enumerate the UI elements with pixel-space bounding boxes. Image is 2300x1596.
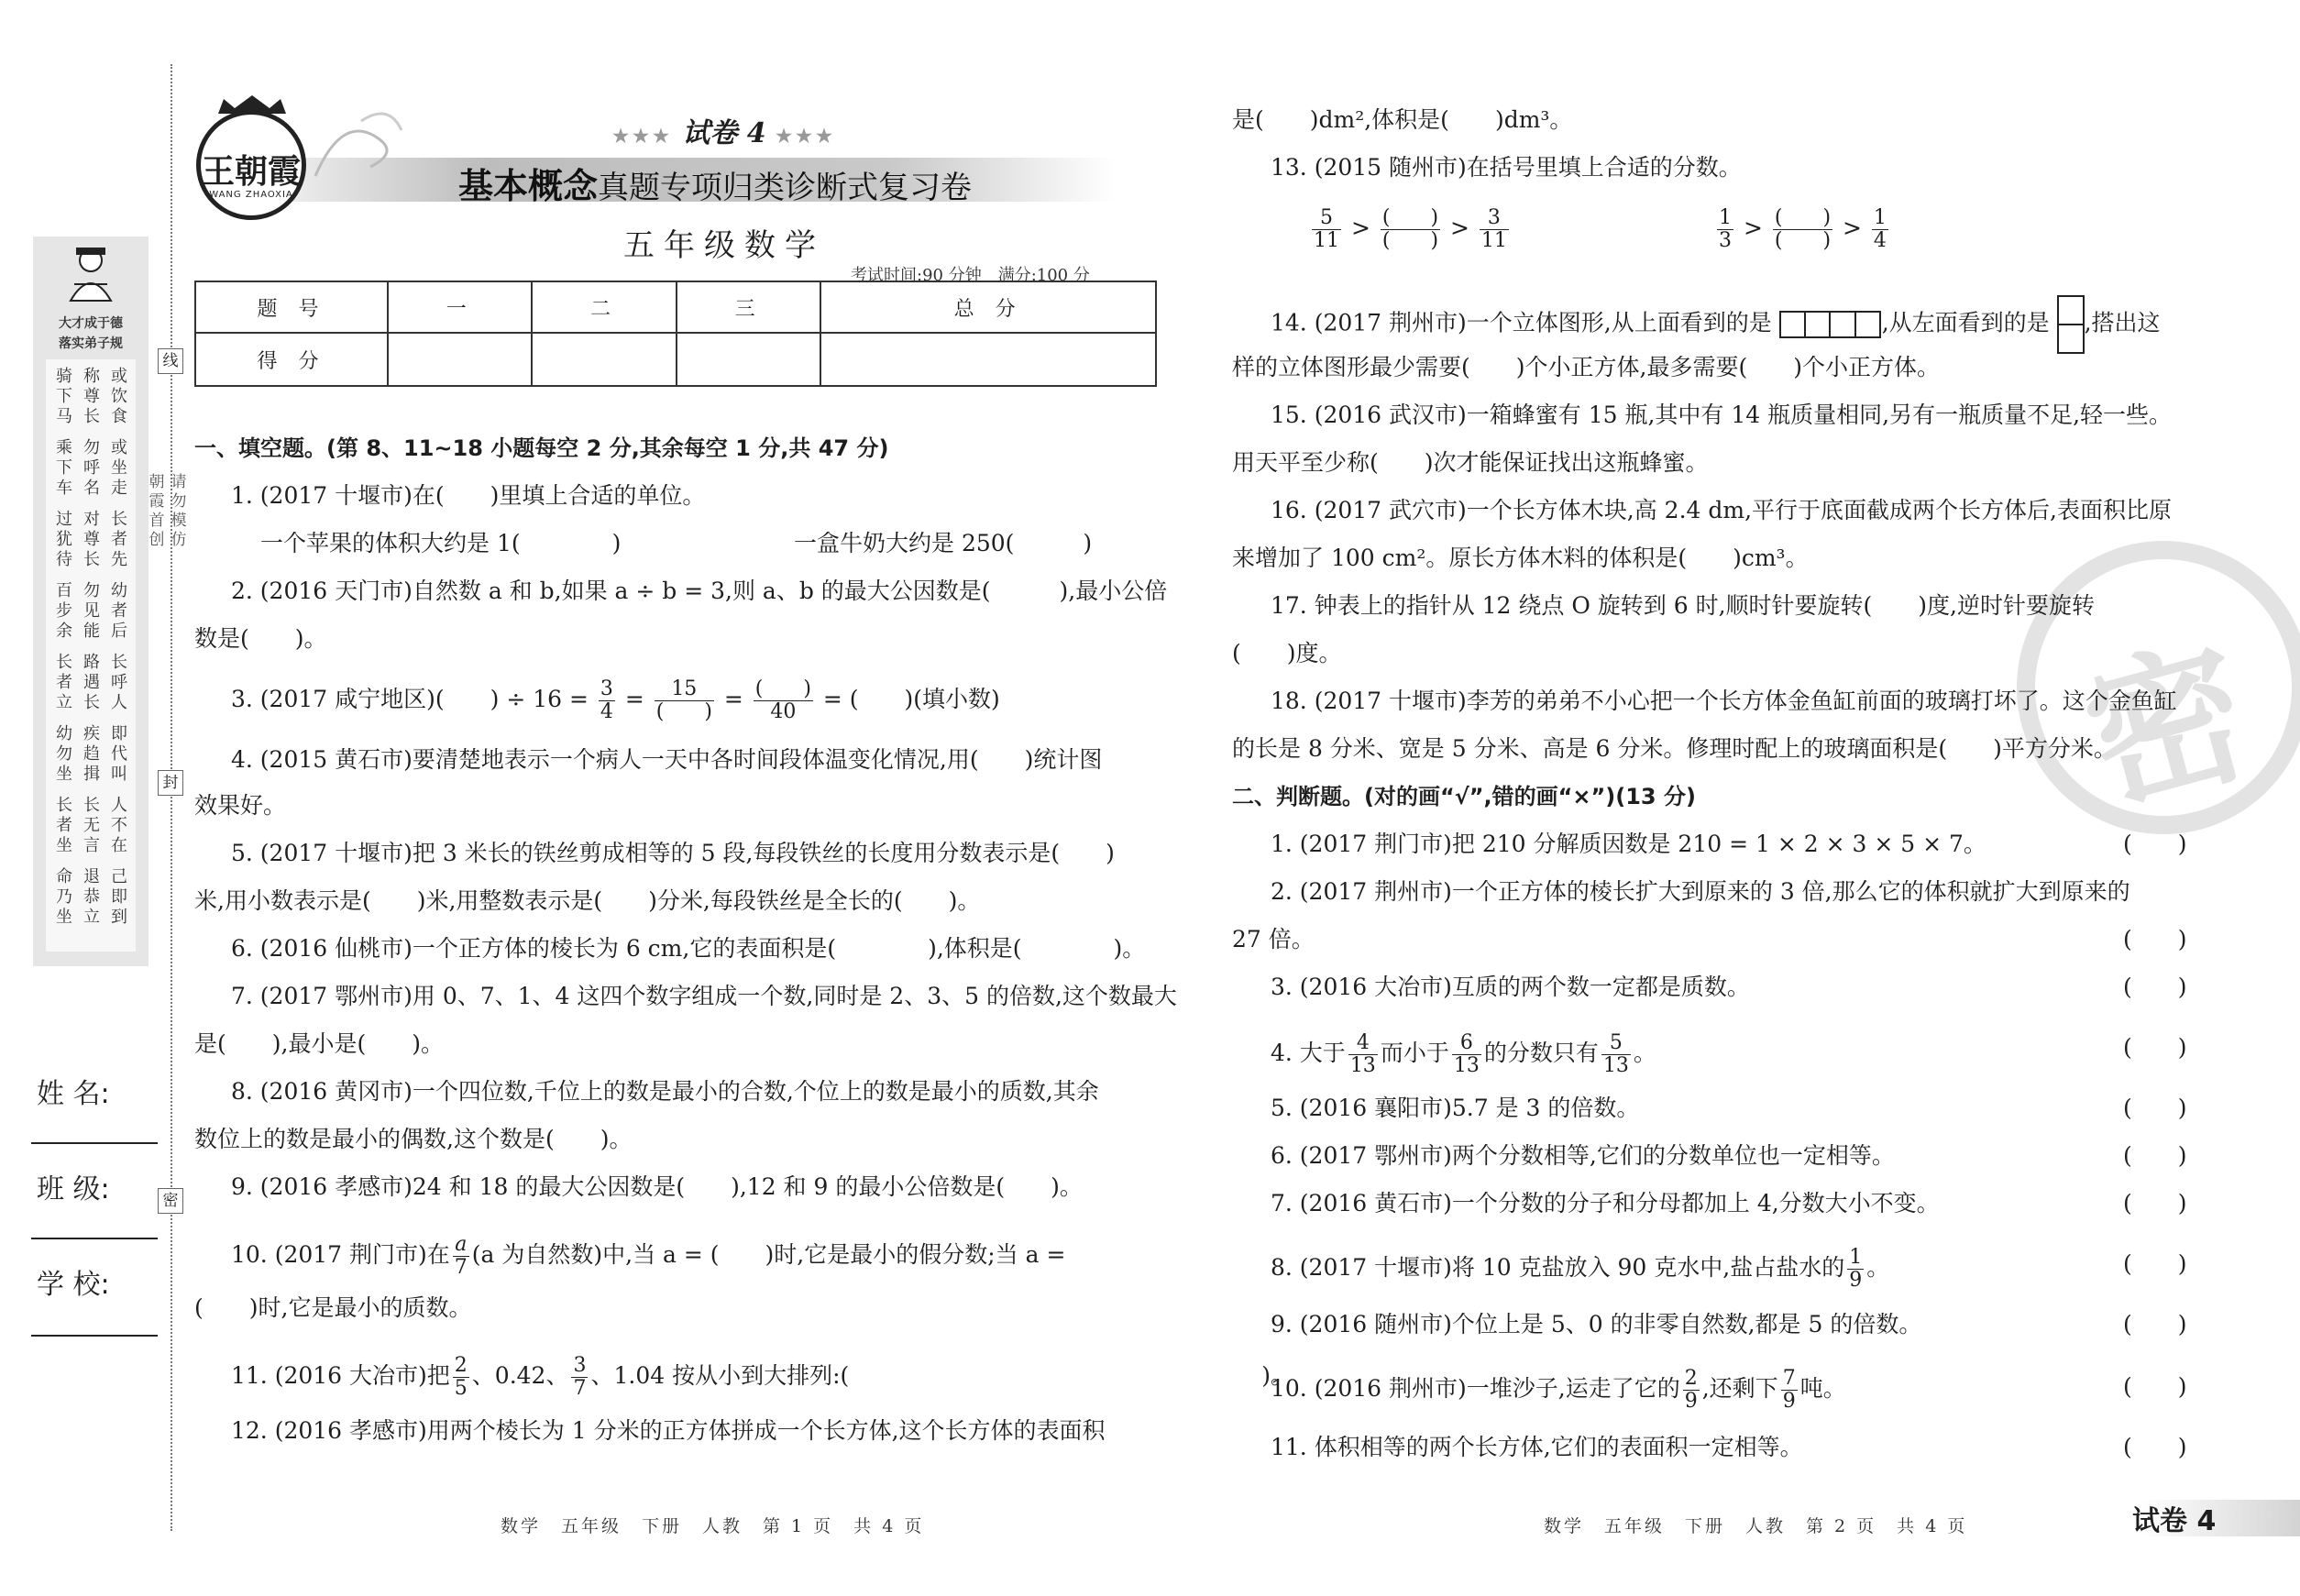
exam-number-text: 试卷 4	[682, 117, 766, 149]
question-1: 1. (2017 十堰市)在( )里填上合适的单位。	[231, 482, 706, 509]
score-header-cell: 三	[677, 281, 820, 333]
judgment-11: 11. 体积相等的两个长方体,它们的表面积一定相等。	[1271, 1434, 1803, 1460]
score-header-cell: 二	[532, 281, 676, 333]
question-15-cont: 用天平至少称( )次才能保证找出这瓶蜂蜜。	[1232, 449, 1709, 476]
rule-phrase: 或 饮 食	[111, 367, 127, 426]
answer-box[interactable]: ( )	[2123, 926, 2187, 952]
question-8: 8. (2016 黄冈市)一个四位数,千位上的数是最小的合数,个位上的数是最小的质数,其余	[231, 1078, 1099, 1105]
answer-box[interactable]: ( )	[2123, 1095, 2187, 1121]
rule-phrase: 幼 勿 坐	[56, 724, 72, 784]
question-10: 10. (2017 荆门市)在 $\frac{a}{7}$ (a 为自然数)中,当 a = ( )时,它是最小的假分数;当 a =	[231, 1233, 1066, 1279]
question-13-b: $\frac{1}{3}$ > $\frac{( )}{( )}$ > $\frac{1}{4}$	[1719, 206, 1887, 252]
class-label: 班 级:	[37, 1173, 110, 1205]
motto-line-2: 落实弟子规	[59, 336, 123, 351]
section-1-heading: 一、填空题。(第 8、11~18 小题每空 2 分,其余每空 1 分,共 47 分)	[194, 435, 889, 461]
score-row-label: 得 分	[195, 333, 388, 386]
score-header-cell: 题 号	[195, 281, 388, 333]
judgment-7: 7. (2016 黄石市)一个分数的分子和分母都加上 4,分数大小不变。	[1271, 1190, 1940, 1216]
answer-box[interactable]: ( )	[2123, 831, 2187, 857]
judgment-6: 6. (2017 鄂州市)两个分数相等,它们的分数单位也一定相等。	[1271, 1142, 1895, 1169]
rule-phrase: 勿 呼 名	[83, 438, 100, 498]
exam-number	[0, 110, 1448, 150]
judgment-8: 8. (2017 十堰市)将 10 克盐放入 90 克水中,盐占盐水的 $\frac{1}{9}$ 。	[1271, 1246, 1890, 1292]
corner-exam-label: 试卷 4	[2132, 1505, 2217, 1537]
question-2-cont: 数是( )。	[194, 625, 327, 652]
school-line[interactable]	[31, 1335, 158, 1337]
rule-phrase: 即 代 叫	[111, 724, 127, 784]
question-1-b: 一盒牛奶大约是 250( )	[794, 530, 1093, 556]
judgment-2: 2. (2017 荆州市)一个正方体的棱长扩大到原来的 3 倍,那么它的体积就扩大到原来的	[1271, 878, 2130, 905]
top-view-icon	[1779, 311, 1882, 338]
question-13-a: $\frac{5}{11}$ > $\frac{( )}{( )}$ > $\frac{3}{11}$	[1314, 206, 1507, 252]
rule-phrase: 路 遇 长	[83, 653, 100, 712]
rule-phrase: 骑 下 马	[56, 367, 72, 426]
fraction-blank[interactable]: $\frac{( )}{( )}$	[1774, 206, 1832, 252]
cut-word-secret: 密	[158, 1188, 183, 1214]
answer-box[interactable]: ( )	[2123, 1373, 2187, 1400]
judgment-3: 3. (2016 大冶市)互质的两个数一定都是质数。	[1271, 974, 1750, 1000]
logo-brand-text: 王朝霞	[201, 152, 301, 191]
rule-phrase: 己 即 到	[111, 867, 127, 927]
rules-text	[46, 367, 136, 953]
fraction-blank[interactable]: $\frac{( )}{40}$	[754, 677, 811, 723]
fraction-blank[interactable]: $\frac{( )}{( )}$	[1381, 206, 1439, 252]
question-6: 6. (2016 仙桃市)一个正方体的棱长为 6 cm,它的表面积是( ),体积是( )。	[231, 935, 1146, 962]
question-11: 11. (2016 大冶市)把 $\frac{2}{5}$ 、0.42、 $\frac{3}{7}$ 、1.04 按从小到大排列:( )。	[231, 1354, 1294, 1400]
exam-info: 考试时间:90 分钟 满分:100 分	[851, 266, 1090, 285]
logo-pinyin: WANG ZHAOXIA	[209, 190, 293, 200]
question-16-cont: 来增加了 100 cm²。原长方体木料的体积是( )cm³。	[1232, 545, 1809, 571]
question-17: 17. 钟表上的指针从 12 绕点 O 旋转到 6 时,顺时针要旋转( )度,逆时针要旋转	[1271, 592, 2096, 619]
judgment-4: 4. 大于 $\frac{4}{13}$ 而小于 $\frac{6}{13}$ 的分数只有 $\frac{5}{13}$ 。	[1271, 1031, 1656, 1077]
question-7: 7. (2017 鄂州市)用 0、7、1、4 这四个数字组成一个数,同时是 2、3、5 的倍数,这个数最大	[231, 983, 1177, 1009]
rule-phrase: 长 呼 人	[111, 653, 127, 712]
rule-phrase: 长 者 先	[111, 510, 127, 569]
side-note-column: 请 勿 模 仿	[171, 473, 187, 549]
judgment-2-cont: 27 倍。	[1232, 926, 1315, 952]
rule-phrase: 幼 者 后	[111, 581, 127, 641]
fraction-blank[interactable]: $\frac{15}{( )}$	[655, 677, 712, 723]
question-5-cont: 米,用小数表示是( )米,用整数表示是( )分米,每段铁丝是全长的( )。	[194, 887, 981, 914]
rule-phrase: 乘 下 车	[56, 438, 72, 498]
question-10-cont: ( )时,它是最小的质数。	[194, 1294, 472, 1321]
rule-phrase: 勿 见 能	[83, 581, 100, 641]
class-line[interactable]	[31, 1238, 158, 1239]
question-18: 18. (2017 十堰市)李芳的弟弟不小心把一个长方体金鱼缸前面的玻璃打坏了。这个金鱼缸	[1271, 688, 2177, 714]
score-cell[interactable]	[820, 333, 1156, 386]
question-3: 3. (2017 咸宁地区)( ) ÷ 16 = $\frac{3}{4}$ = $\frac{15}{( )}$ = $\frac{( )}{40}$ = ( )(填小数)	[231, 677, 1000, 723]
answer-box[interactable]: ( )	[2123, 974, 2187, 1000]
judgment-9: 9. (2016 随州市)个位上是 5、0 的非零自然数,都是 5 的倍数。	[1271, 1311, 1922, 1337]
fraction: $\frac{3}{4}$	[600, 677, 613, 723]
score-header-cell: 总 分	[820, 281, 1156, 333]
fraction: $\frac{2}{5}$	[454, 1354, 468, 1400]
rule-phrase: 百 步 余	[56, 581, 72, 641]
score-header-cell: 一	[388, 281, 532, 333]
cut-word-line: 线	[158, 348, 183, 374]
question-1-a: 一个苹果的体积大约是 1( )	[260, 530, 622, 556]
question-8-cont: 数位上的数是最小的偶数,这个数是( )。	[194, 1126, 633, 1152]
question-4-cont: 效果好。	[194, 792, 287, 819]
score-cell[interactable]	[388, 333, 532, 386]
title-rest: 真题专项归类诊断式复习卷	[598, 170, 973, 206]
question-13: 13. (2015 随州市)在括号里填上合适的分数。	[1271, 154, 1742, 181]
question-12-cont: 是( )dm²,体积是( )dm³。	[1232, 106, 1573, 133]
answer-box[interactable]: ( )	[2123, 1142, 2187, 1169]
question-14-cont: 样的立体图形最少需要( )个小正方体,最多需要( )个小正方体。	[1232, 354, 1940, 380]
rule-phrase: 人 不 在	[111, 796, 127, 855]
footer-right: 数学 五年级 下册 人教 第 2 页 共 4 页	[1544, 1516, 1968, 1536]
score-cell[interactable]	[532, 333, 676, 386]
rule-phrase: 长 无 言	[83, 796, 100, 855]
question-14: 14. (2017 荆州市)一个立体图形,从上面看到的是 ,从左面看到的是 ,搭出这	[1271, 295, 2161, 354]
fraction: $\frac{a}{7}$	[454, 1233, 468, 1279]
rule-phrase: 对 尊 长	[83, 510, 100, 569]
judgment-10: 10. (2016 荆州市)一堆沙子,运走了它的 $\frac{2}{9}$ ,还剩下 $\frac{7}{9}$ 吨。	[1271, 1367, 1846, 1413]
rule-phrase: 长 者 坐	[56, 796, 72, 855]
section-2-heading: 二、判断题。(对的画“√”,错的画“×”)(13 分)	[1232, 784, 1696, 809]
question-5: 5. (2017 十堰市)把 3 米长的铁丝剪成相等的 5 段,每段铁丝的长度用分数表示是( )	[231, 840, 1115, 866]
side-note	[147, 473, 193, 656]
confidential-watermark: 密	[2017, 541, 2300, 834]
rule-phrase: 过 犹 待	[56, 510, 72, 569]
grade-subject-title: 五年级数学	[623, 227, 825, 264]
question-9: 9. (2016 孝感市)24 和 18 的最大公因数是( ),12 和 9 的最小公倍数是( )。	[231, 1173, 1083, 1200]
question-16: 16. (2017 武穴市)一个长方体木块,高 2.4 dm,平行于底面截成两个长方体后,表面积比原	[1271, 497, 2172, 523]
question-15: 15. (2016 武汉市)一箱蜂蜜有 15 瓶,其中有 14 瓶质量相同,另有一瓶质量不足,轻一些。	[1271, 402, 2173, 428]
title-bold: 基本概念	[458, 166, 599, 206]
rule-phrase: 命 乃 坐	[56, 867, 72, 927]
stars-left-icon: ★★★	[612, 125, 673, 147]
question-2: 2. (2016 天门市)自然数 a 和 b,如果 a ÷ b = 3,则 a、b 的最大公因数是( ),最小公倍	[231, 578, 1168, 604]
footer-left: 数学 五年级 下册 人教 第 1 页 共 4 页	[501, 1516, 925, 1536]
rule-phrase: 长 者 立	[56, 653, 72, 712]
answer-box[interactable]: ( )	[2123, 1311, 2187, 1337]
question-12: 12. (2016 孝感市)用两个棱长为 1 分米的正方体拼成一个长方体,这个长方体的表面积	[231, 1417, 1106, 1444]
answer-box[interactable]: ( )	[2123, 1250, 2187, 1277]
question-4: 4. (2015 黄石市)要清楚地表示一个病人一天中各时间段体温变化情况,用( )统计图	[231, 746, 1103, 773]
judgment-1: 1. (2017 荆门市)把 210 分解质因数是 210 = 1 × 2 × 3 × 5 × 7。	[1271, 831, 1986, 857]
score-table	[194, 281, 1157, 387]
left-view-icon	[2057, 295, 2085, 354]
score-cell[interactable]	[677, 333, 820, 386]
fraction: $\frac{3}{7}$	[573, 1354, 587, 1400]
answer-box[interactable]: ( )	[2123, 1434, 2187, 1460]
main-title	[458, 158, 972, 208]
rule-phrase: 疾 趋 揖	[83, 724, 100, 784]
question-7-cont: 是( ),最小是( )。	[194, 1030, 444, 1057]
rule-phrase: 或 坐 走	[111, 438, 127, 498]
question-18-cont: 的长是 8 分米、宽是 5 分米、高是 6 分米。修理时配上的玻璃面积是( )平方分米。	[1232, 735, 2117, 762]
name-label: 姓 名:	[37, 1078, 110, 1110]
school-label: 学 校:	[37, 1269, 110, 1301]
judgment-5: 5. (2016 襄阳市)5.7 是 3 的倍数。	[1271, 1095, 1640, 1121]
cut-line	[171, 64, 172, 1531]
motto-line-1: 大才成于德	[59, 316, 123, 331]
name-line[interactable]	[31, 1142, 158, 1144]
answer-box[interactable]: ( )	[2123, 1034, 2187, 1061]
cut-word-seal: 封	[158, 770, 183, 796]
side-note-column: 朝 霞 首 创	[149, 473, 165, 549]
answer-box[interactable]: ( )	[2123, 1190, 2187, 1216]
rule-phrase: 称 尊 长	[83, 367, 100, 426]
rule-phrase: 退 恭 立	[83, 867, 100, 927]
stars-right-icon: ★★★	[776, 125, 836, 147]
question-17-cont: ( )度。	[1232, 640, 1342, 666]
